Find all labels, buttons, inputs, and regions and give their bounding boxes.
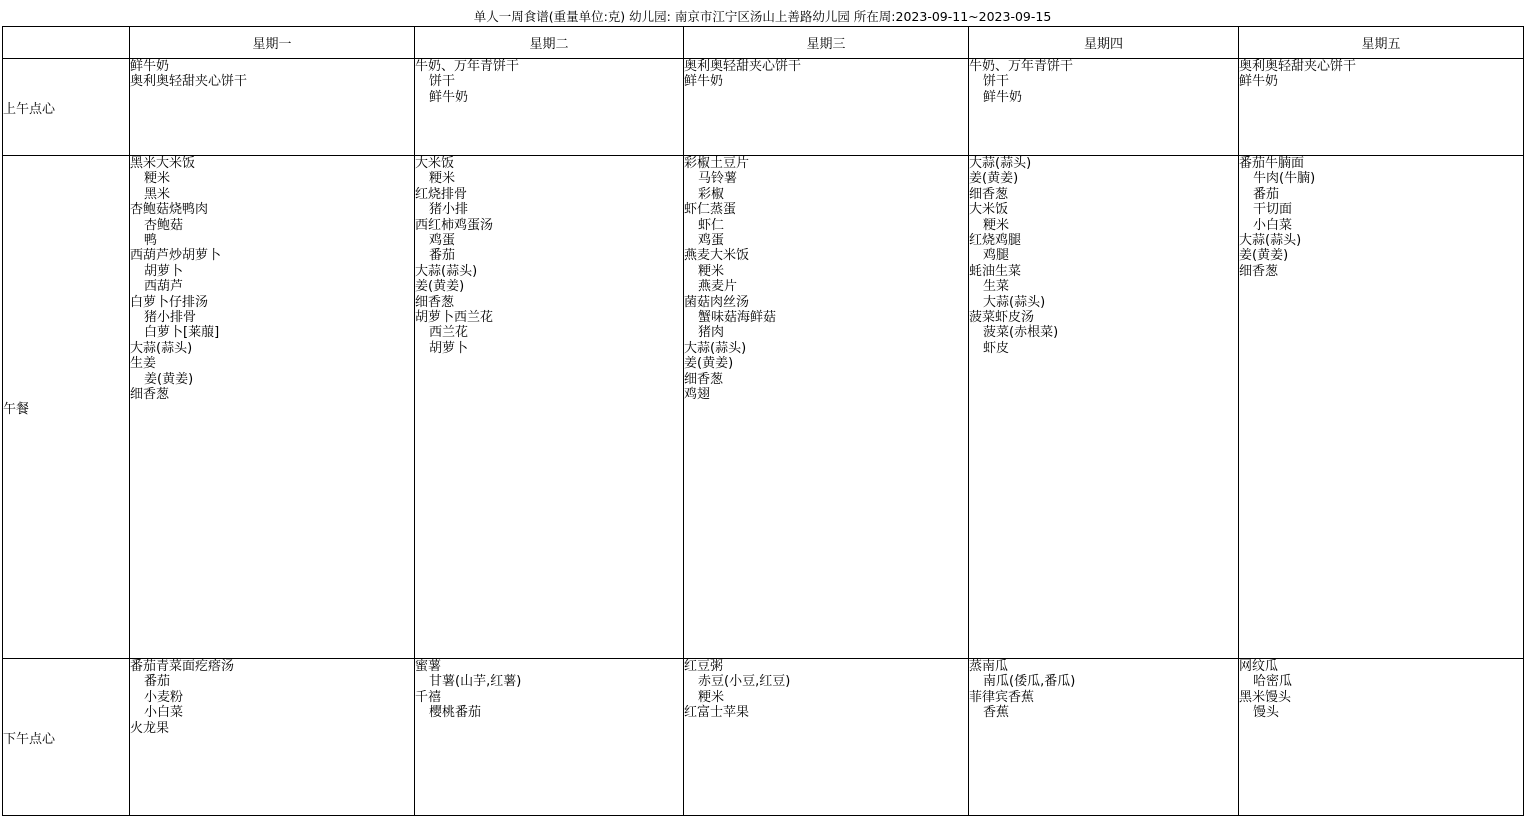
ingredient-name: 番茄 (429, 248, 456, 264)
dish-name: 细香葱 (969, 186, 1009, 202)
dish-name: 红烧排骨 (415, 186, 468, 202)
dish-name: 鲜牛奶 (130, 59, 170, 74)
ingredient-name: 西葫芦 (144, 279, 184, 295)
ingredient-name: 白萝卜[莱菔] (144, 325, 220, 341)
ingredient-name: 虾皮 (983, 340, 1010, 356)
ingredient-name: 番茄 (144, 674, 171, 690)
day-header: 星期五 (1239, 27, 1524, 59)
dish-name: 红豆粥 (684, 659, 724, 674)
dish-name: 白萝卜仔排汤 (130, 294, 209, 310)
ingredient-name: 饼干 (429, 74, 456, 90)
ingredient-name: 胡萝卜 (144, 263, 184, 279)
dish-name: 大蒜(蒜头) (130, 340, 193, 356)
menu-cell (130, 659, 415, 816)
dish-name: 鸡翅 (684, 387, 711, 403)
ingredient-name: 甘薯(山芋,红薯) (429, 674, 522, 690)
ingredient-name: 猪小排 (429, 202, 469, 218)
dish-name: 细香葱 (684, 371, 724, 387)
dish-name: 蚝油生菜 (969, 263, 1022, 279)
ingredient-name: 南瓜(倭瓜,番瓜) (983, 674, 1076, 690)
ingredient-name: 蟹味菇海鲜菇 (698, 310, 777, 326)
day-header: 星期二 (415, 27, 684, 59)
menu-cell (969, 156, 1239, 659)
menu-cell (130, 156, 415, 659)
dish-name: 大米饭 (969, 202, 1009, 218)
dish-name: 鲜牛奶 (684, 74, 724, 90)
dish-name: 虾仁蒸蛋 (684, 202, 737, 218)
ingredient-name: 鲜牛奶 (429, 89, 469, 105)
dish-name: 番茄青菜面疙瘩汤 (130, 659, 235, 674)
dish-name: 奥利奥轻甜夹心饼干 (1239, 59, 1357, 74)
ingredient-name: 干切面 (1253, 202, 1293, 218)
ingredient-name: 饼干 (983, 74, 1010, 90)
ingredient-name: 香蕉 (983, 705, 1010, 721)
page-title: 单人一周食谱(重量单位:克) 幼儿园: 南京市江宁区汤山上善路幼儿园 所在周:2023-09-11~2023-09-15 (473, 9, 1052, 24)
dish-name: 大蒜(蒜头) (415, 263, 478, 279)
menu-cell (130, 59, 415, 156)
dish-name: 燕麦大米饭 (684, 248, 750, 264)
meal-label: 午餐 (3, 156, 130, 659)
dish-name: 细香葱 (130, 387, 170, 403)
dish-name: 大蒜(蒜头) (684, 340, 747, 356)
meal-row-afternoon-snack (3, 659, 1524, 816)
ingredient-name: 鸭 (144, 233, 158, 249)
dish-name: 西红柿鸡蛋汤 (415, 217, 494, 233)
day-header: 星期四 (969, 27, 1239, 59)
meal-row-lunch (3, 156, 1524, 659)
ingredient-name: 小白菜 (1253, 217, 1293, 233)
ingredient-name: 猪小排骨 (144, 310, 197, 326)
dish-name: 细香葱 (415, 294, 455, 310)
meal-row-morning-snack (3, 59, 1524, 156)
ingredient-name: 鸡腿 (983, 248, 1010, 264)
ingredient-name: 黑米 (144, 186, 171, 202)
day-header: 星期三 (684, 27, 969, 59)
header-row (3, 27, 1524, 59)
dish-name: 网纹瓜 (1239, 659, 1279, 674)
ingredient-name: 菠菜(赤根菜) (983, 325, 1059, 341)
dish-name: 红烧鸡腿 (969, 233, 1022, 249)
corner-cell (3, 27, 130, 59)
dish-name: 牛奶、万年青饼干 (415, 59, 520, 74)
menu-cell (684, 156, 969, 659)
dish-name: 番茄牛腩面 (1239, 156, 1305, 171)
dish-name: 大米饭 (415, 156, 455, 171)
menu-cell (969, 59, 1239, 156)
ingredient-name: 胡萝卜 (429, 340, 469, 356)
dish-name: 菠菜虾皮汤 (969, 310, 1035, 326)
ingredient-name: 杏鲍菇 (144, 217, 184, 233)
ingredient-name: 彩椒 (698, 186, 725, 202)
menu-cell (969, 659, 1239, 816)
dish-name: 牛奶、万年青饼干 (969, 59, 1074, 74)
ingredient-name: 哈密瓜 (1253, 674, 1293, 690)
dish-name: 彩椒土豆片 (684, 156, 750, 171)
ingredient-name: 小白菜 (144, 705, 184, 721)
dish-name: 鲜牛奶 (1239, 74, 1279, 90)
ingredient-name: 虾仁 (698, 217, 725, 233)
ingredient-name: 赤豆(小豆,红豆) (698, 674, 791, 690)
dish-name: 菲律宾香蕉 (969, 689, 1035, 705)
dish-name: 奥利奥轻甜夹心饼干 (130, 74, 248, 90)
dish-name: 胡萝卜西兰花 (415, 310, 494, 326)
dish-name: 姜(黄姜) (1239, 248, 1289, 264)
ingredient-name: 大蒜(蒜头) (983, 294, 1046, 310)
ingredient-name: 粳米 (983, 217, 1010, 233)
ingredient-name: 生菜 (983, 279, 1010, 295)
menu-cell (1239, 59, 1524, 156)
menu-cell (415, 156, 684, 659)
dish-name: 千禧 (415, 689, 442, 705)
ingredient-name: 馒头 (1253, 705, 1280, 721)
weekly-menu-table (2, 26, 1524, 816)
ingredient-name: 鲜牛奶 (983, 89, 1023, 105)
menu-cell (415, 659, 684, 816)
dish-name: 姜(黄姜) (415, 279, 465, 295)
dish-name: 蜜薯 (415, 659, 442, 674)
dish-name: 黑米大米饭 (130, 156, 196, 171)
dish-name: 红富士苹果 (684, 705, 750, 721)
ingredient-name: 粳米 (698, 263, 725, 279)
dish-name: 姜(黄姜) (684, 356, 734, 372)
dish-name: 杏鲍菇烧鸭肉 (130, 202, 209, 218)
day-header: 星期一 (130, 27, 415, 59)
dish-name: 菌菇肉丝汤 (684, 294, 750, 310)
dish-name: 姜(黄姜) (969, 171, 1019, 187)
ingredient-name: 小麦粉 (144, 689, 184, 705)
ingredient-name: 马铃薯 (698, 171, 738, 187)
dish-name: 生姜 (130, 356, 157, 372)
meal-label: 上午点心 (3, 59, 130, 156)
menu-cell (415, 59, 684, 156)
ingredient-name: 西兰花 (429, 325, 469, 341)
dish-name: 西葫芦炒胡萝卜 (130, 248, 222, 264)
dish-name: 奥利奥轻甜夹心饼干 (684, 59, 802, 74)
ingredient-name: 猪肉 (698, 325, 725, 341)
dish-name: 大蒜(蒜头) (1239, 233, 1302, 249)
menu-cell (684, 59, 969, 156)
menu-cell (1239, 156, 1524, 659)
ingredient-name: 樱桃番茄 (429, 705, 482, 721)
menu-cell (1239, 659, 1524, 816)
ingredient-name: 燕麦片 (698, 279, 738, 295)
ingredient-name: 粳米 (429, 171, 456, 187)
ingredient-name: 番茄 (1253, 186, 1280, 202)
ingredient-name: 牛肉(牛腩) (1253, 171, 1316, 187)
ingredient-name: 鸡蛋 (698, 233, 725, 249)
ingredient-name: 粳米 (698, 689, 725, 705)
dish-name: 大蒜(蒜头) (969, 156, 1032, 171)
dish-name: 火龙果 (130, 720, 170, 736)
dish-name: 蒸南瓜 (969, 659, 1009, 674)
ingredient-name: 鸡蛋 (429, 233, 456, 249)
dish-name: 黑米馒头 (1239, 689, 1292, 705)
ingredient-name: 姜(黄姜) (144, 371, 194, 387)
ingredient-name: 粳米 (144, 171, 171, 187)
menu-cell (684, 659, 969, 816)
meal-label: 下午点心 (3, 659, 130, 816)
dish-name: 细香葱 (1239, 263, 1279, 279)
